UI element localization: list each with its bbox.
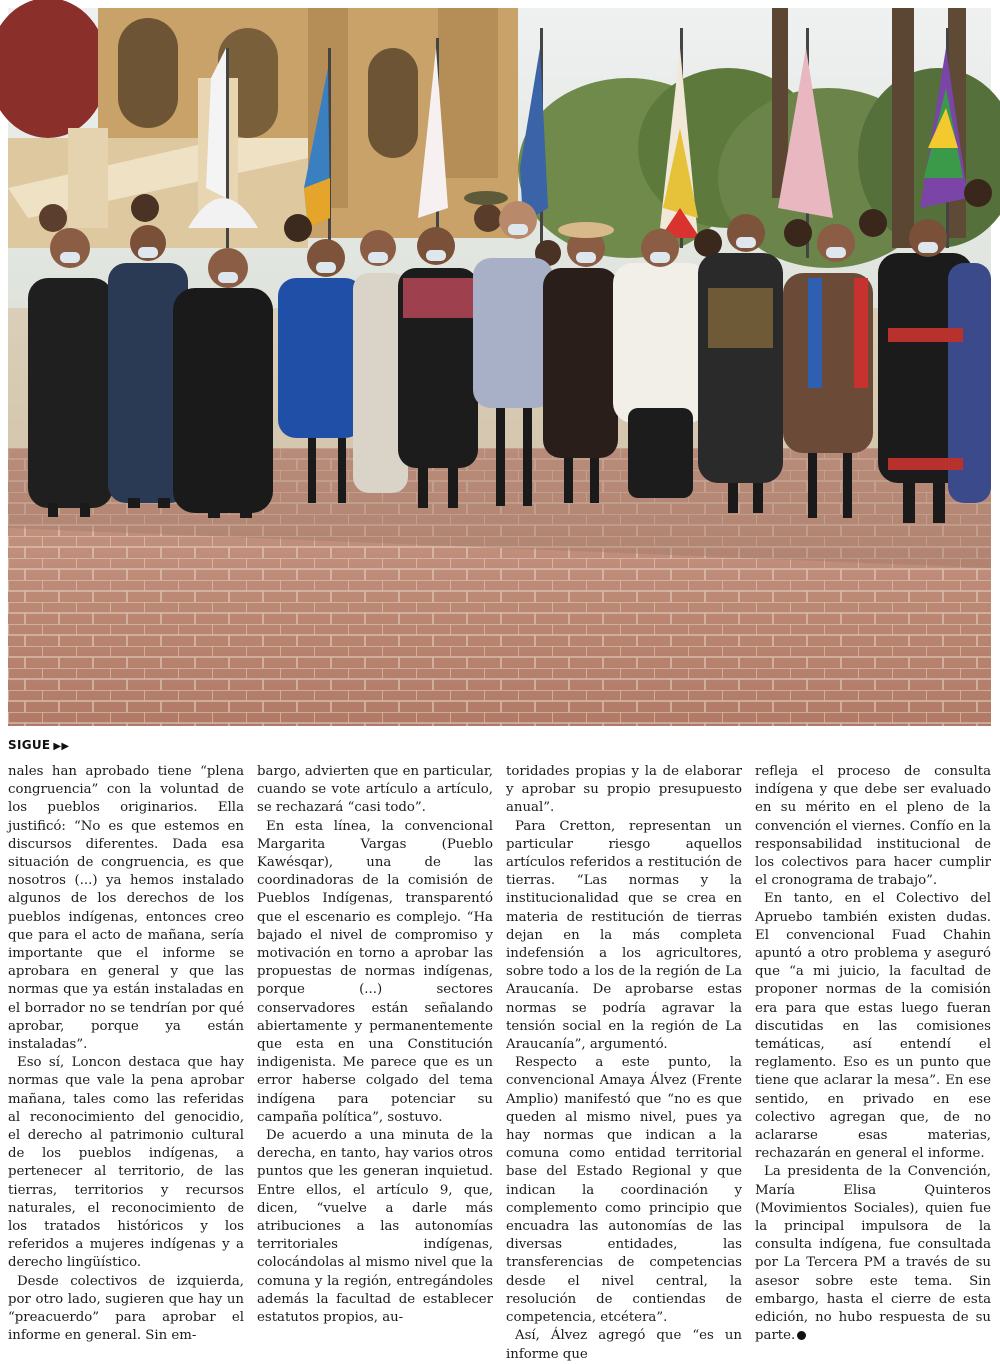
article-photo	[8, 8, 991, 726]
double-arrow-icon: ▶▶	[53, 741, 70, 752]
article-column-4	[755, 763, 991, 1344]
paragraph: De acuerdo a una minuta de la derecha, en tanto, hay varios otros puntos que les generan inquietud. Entre ellos, el artículo 9, que, dicen, “vuelve a darle más atribuciones a las autonomías territoriales indígenas, colocándolas al mismo nivel que la comuna y la región, entregándoles además la facultad de establecer estatutos propios, au-	[257, 1128, 493, 1326]
sigue-label: SIGUE	[8, 738, 51, 752]
paragraph-text: La presidenta de la Convención, María Elisa Quinteros (Movimientos Sociales), quien fue la principal impulsora de la consulta indígena, fue consultada por La Tercera PM a través de su asesor sobre este tema. Sin embargo, hasta el cierre de esta edición, no hubo respuesta de su parte.	[755, 1164, 991, 1344]
paragraph: Respecto a este punto, la convencional Amaya Álvez (Frente Amplio) manifestó que “no es que queden al mismo nivel, pues ya hay normas que indican a la comuna como entidad territorial base del Estado Regional y que indican la coordinación y complemento como principio que encuadra las autonomías de las diversas entidades, las transferencias de competencias desde el nivel central, la resolución de contiendas de competencia, etcétera”.	[506, 1055, 742, 1326]
paragraph: Desde colectivos de izquierda, por otro lado, sugieren que hay un “preacuerdo” para aprobar el informe en general. Sin em-	[8, 1273, 244, 1344]
end-of-article-icon	[797, 1331, 806, 1340]
article-column-3	[506, 763, 742, 1362]
paragraph: En esta línea, la convencional Margarita Vargas (Pueblo Kawésqar), una de las coordinadoras de la comisión de Pueblos Indígenas, transparentó que el escenario es complejo. “Ha bajado el nivel de compromiso y motivación en torno a aprobar las propuestas de normas indígenas, porque (...) sectores conservadores están señalando abiertamente y permanentemente que esta en una Constitución indigenista. Me parece que es un error haberse colgado del tema indígena para potenciar su campaña política”, sostuvo.	[257, 818, 493, 1125]
article-body	[8, 763, 991, 1362]
paragraph	[755, 1163, 991, 1345]
group-photo-illustration	[8, 8, 991, 726]
paragraph: refleja el proceso de consulta indígena y que debe ser evaluado en su mérito en el pleno de la convención el viernes. Confío en la responsabilidad institucional de los colectivos para hacer cumplir el cronograma de trabajo”.	[755, 764, 991, 889]
article-column-1	[8, 763, 244, 1344]
paragraph: Así, Álvez agregó que “es un informe que	[506, 1328, 742, 1362]
paragraph: nales han aprobado tiene “plena congruencia” con la voluntad de los pueblos originarios. Ella justificó: “No es que estemos en discursos diferentes. Dada esa situación de congruencia, es que nosotros (...) ya hemos instalado algunos de los derechos de los pueblos indígenas, entonces creo que para el acto de mañana, sería importante que el informe se aprobara en general y que las normas que ya están instaladas en el borrador no se tendrían por qué aprobar, porque ya están instaladas”.	[8, 764, 244, 1053]
paragraph: bargo, advierten que en particular, cuando se vote artículo a artículo, se rechazará “casi todo”.	[257, 764, 493, 816]
paragraph: En tanto, en el Colectivo del Apruebo también existen dudas. El convencional Fuad Chahin apuntó a otro problema y aseguró que “a mi juicio, la facultad de proponer normas de la comisión era para que estas luego fueran discutidas en las comisiones temáticas, así entendí el reglamento. Eso es un punto que tiene que aclarar la mesa”. En ese sentido, en privado en ese colectivo agregan que, de no aclararse esas materias, rechazarán en general el informe.	[755, 891, 991, 1162]
paragraph: Eso sí, Loncon destaca que hay normas que vale la pena aprobar mañana, tales como las referidas al reconocimiento del genocidio, el derecho al patrimonio cultural de los pueblos indígenas, a pertenecer al territorio, de las tierras, territorios y recursos naturales, el reconocimiento de los tratados históricos y los referidos a mujeres indígenas y a derecho lingüístico.	[8, 1055, 244, 1271]
paragraph: Para Cretton, representan un particular riesgo aquellos artículos referidos a restitución de tierras. “Las normas y la institucionalidad que se crea en materia de restitución de tierras dejan en la más completa indefensión a los agricultores, sobre todo a los de la región de La Araucanía. De aprobarse estas normas se podría agravar la tensión social en la región de La Araucanía”, argumentó.	[506, 818, 742, 1053]
article-column-2	[257, 763, 493, 1326]
paragraph: toridades propias y la de elaborar y aprobar su propio presupuesto anual”.	[506, 764, 742, 816]
continue-marker	[8, 738, 69, 752]
